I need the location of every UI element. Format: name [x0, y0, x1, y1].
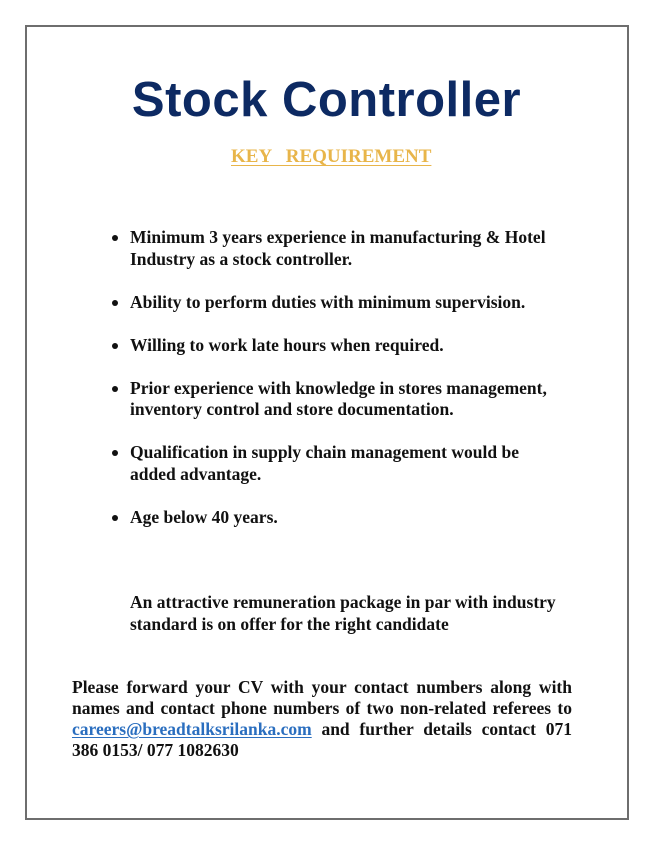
bullet-icon — [112, 300, 118, 306]
bullet-icon — [112, 386, 118, 392]
requirement-text: Age below 40 years. — [130, 506, 278, 527]
requirement-item — [110, 335, 550, 357]
requirement-text: Minimum 3 years experience in manufacturing & Hotel Industry as a stock controller. — [130, 227, 546, 269]
bullet-icon — [112, 235, 118, 241]
requirement-item — [110, 378, 550, 421]
bullet-icon — [112, 450, 118, 456]
contact-intro: Please forward your CV with your contact numbers along with names and contact phone numbers of two non-related referees to — [72, 677, 572, 718]
phone-numbers: 071 386 0153/ 077 1082630 — [72, 719, 572, 760]
requirement-text: Prior experience with knowledge in stores management, inventory control and store documentation. — [130, 377, 547, 419]
bullet-icon — [112, 515, 118, 521]
requirement-text: Qualification in supply chain management would be added advantage. — [130, 442, 519, 484]
requirement-item — [110, 227, 550, 270]
remuneration-note: An attractive remuneration package in par with industry standard is on offer for the right candidate — [130, 592, 556, 634]
requirements-list — [110, 227, 550, 550]
job-title: Stock Controller — [131, 73, 522, 127]
contact-middle: and further details contact — [311, 719, 546, 739]
bullet-icon — [112, 343, 118, 349]
requirement-text: Willing to work late hours when required. — [130, 334, 444, 355]
requirement-item — [110, 507, 550, 529]
requirement-text: Ability to perform duties with minimum supervision. — [130, 291, 526, 312]
requirement-item — [110, 442, 550, 485]
email-link[interactable]: careers@breadtalksrilanka.com — [72, 719, 312, 739]
requirement-item — [110, 292, 550, 314]
key-requirement-heading: KEY REQUIREMENT — [231, 146, 432, 167]
contact-paragraph — [72, 677, 572, 761]
